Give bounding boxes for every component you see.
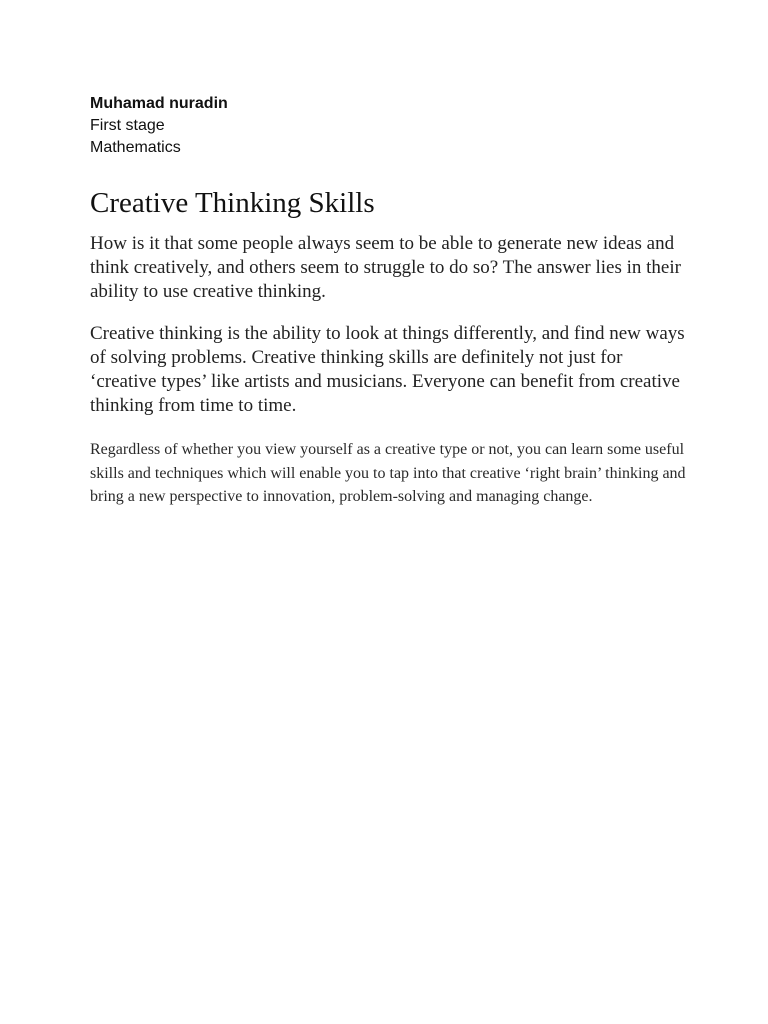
article-title: Creative Thinking Skills [90, 187, 375, 219]
paragraph-techniques: Regardless of whether you view yourself as a creative type or not, you can learn some useful skills and techniques which will enable you to tap into that creative ‘right brain’ thinking and bring a new perspective to innovation, problem-solving and managing change. [90, 441, 686, 505]
author-name: Muhamad nuradin [90, 95, 228, 112]
paragraph-intro: How is it that some people always seem to be able to generate new ideas and think creatively, and others seem to struggle to do so? The answer lies in their ability to use creative thinking. [90, 233, 681, 302]
author-stage: First stage [90, 117, 165, 134]
document-body [90, 93, 690, 509]
author-subject: Mathematics [90, 139, 181, 156]
paragraph-definition: Creative thinking is the ability to look at things differently, and find new ways of solving problems. Creative thinking skills are definitely not just for ‘creative types’ like artists and musicians. Everyone can benefit from creative thinking from time to time. [90, 323, 685, 416]
author-info [90, 93, 690, 159]
